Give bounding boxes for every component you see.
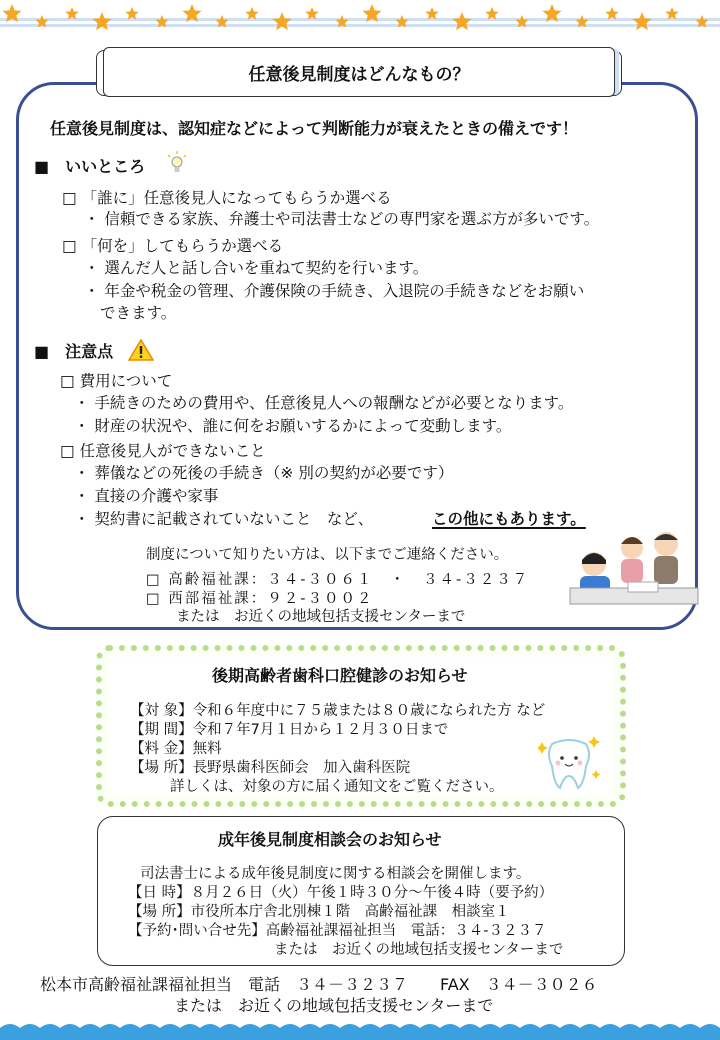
star-icon bbox=[665, 7, 678, 20]
dental-line-5: 詳しくは、対象の方に届く通知文をご覧ください。 bbox=[170, 779, 504, 795]
good-item-1-bullet-1: ・ 信頼できる家族、弁護士や司法書士などの専門家を選ぶ方が多いです。 bbox=[84, 210, 600, 228]
star-icon bbox=[485, 7, 498, 20]
caution-emphasis: この他にもあります。 bbox=[432, 510, 586, 528]
good-item-2-bullet-1: ・ 選んだ人と話し合いを重ねて契約を行います。 bbox=[84, 259, 429, 277]
warning-icon bbox=[128, 339, 154, 365]
dental-line-1: 【対 象】令和６年度中に７５歳または８０歳になられた方 など bbox=[130, 703, 546, 719]
dental-line-3: 【料 金】無料 bbox=[130, 741, 222, 757]
caution-item-2-bullet-3: ・ 契約書に記載されていないこと など、 bbox=[74, 510, 374, 528]
star-icon bbox=[93, 12, 112, 30]
contact-lead: 制度について知りたい方は、以下までご連絡ください。 bbox=[146, 547, 509, 563]
good-item-2-bullet-3: できます。 bbox=[100, 304, 177, 322]
contact-line-1: □ 高齢福祉課：３４-３０６１ ・ ３４-３２３７ bbox=[146, 572, 530, 588]
good-heading: ■ いいところ bbox=[34, 157, 146, 176]
footer-line-2: または お近くの地域包括支援センターまで bbox=[174, 996, 494, 1015]
star-icon bbox=[453, 12, 472, 30]
star-icon bbox=[245, 7, 258, 20]
caution-item-1-bullet-2: ・ 財産の状況や、誰に何をお願いするかによって変動します。 bbox=[74, 417, 512, 435]
caution-item-2-bullet-2: ・ 直接の介護や家事 bbox=[74, 487, 219, 505]
caution-item-1-head: □ 費用について bbox=[60, 372, 173, 390]
star-icon bbox=[425, 7, 438, 20]
star-icon bbox=[65, 7, 78, 20]
consult-line-3: 【場 所】市役所本庁舎北別棟１階 高齢福祉課 相談室１ bbox=[128, 904, 510, 920]
good-item-1-head: □ 「誰に」任意後見人になってもらうか選べる bbox=[62, 189, 392, 207]
lightbulb-icon bbox=[166, 150, 188, 180]
caution-item-2-head: □ 任意後見人ができないこと bbox=[60, 442, 266, 460]
contact-line-3: または お近くの地域包括支援センターまで bbox=[176, 609, 466, 625]
contact-line-2: □ 西部福祉課：９２-３００２ bbox=[146, 591, 374, 607]
caution-item-2-bullet-1: ・ 葬儀などの死後の手続き（※ 別の契約が必要です） bbox=[74, 464, 454, 482]
dental-line-4: 【場 所】長野県歯科医師会 加入歯科医院 bbox=[130, 760, 411, 776]
good-item-2-bullet-2: ・ 年金や税金の管理、介護保険の手続き、入退院の手続きなどをお願い bbox=[84, 282, 585, 300]
intro-text: 任意後見制度は、認知症などによって判断能力が衰えたときの備えです！ bbox=[50, 119, 579, 138]
wave-border-decoration bbox=[0, 1016, 720, 1040]
star-icon bbox=[633, 12, 652, 30]
caution-heading: ■ 注意点 bbox=[34, 342, 114, 361]
star-icon bbox=[125, 7, 138, 20]
good-item-2-head: □ 「何を」してもらうか選べる bbox=[62, 237, 284, 255]
caution-item-1-bullet-1: ・ 手続きのための費用や、任意後見人への報酬などが必要となります。 bbox=[74, 394, 574, 412]
star-border-decoration bbox=[0, 0, 720, 40]
consult-line-1: 司法書士による成年後見制度に関する相談会を開催します。 bbox=[140, 866, 531, 882]
consult-line-5: または お近くの地域包括支援センターまで bbox=[274, 942, 564, 958]
dental-line-2: 【期 間】令和７年7月１日から１２月３０日まで bbox=[130, 722, 449, 738]
consult-line-2: 【日 時】８月２６日（火）午後１時３０分～午後４時（要予約） bbox=[128, 885, 554, 901]
consult-title: 成年後見制度相談会のお知らせ bbox=[218, 830, 442, 849]
star-icon bbox=[605, 7, 618, 20]
star-icon bbox=[273, 12, 292, 30]
star-icon bbox=[305, 7, 318, 20]
page-title: 任意後見制度はどんなもの？ bbox=[103, 47, 615, 97]
tooth-icon bbox=[538, 734, 600, 796]
consultation-illustration bbox=[566, 526, 702, 624]
consult-line-4: 【予約･問い合せ先】高齢福祉課福祉担当 電話：３４-３２３７ bbox=[128, 923, 547, 939]
dental-title: 後期高齢者歯科口腔健診のお知らせ bbox=[212, 666, 468, 685]
footer-line-1: 松本市高齢福祉課福祉担当 電話 ３４－３２３７ FAX ３４－３０２６ bbox=[40, 975, 598, 994]
